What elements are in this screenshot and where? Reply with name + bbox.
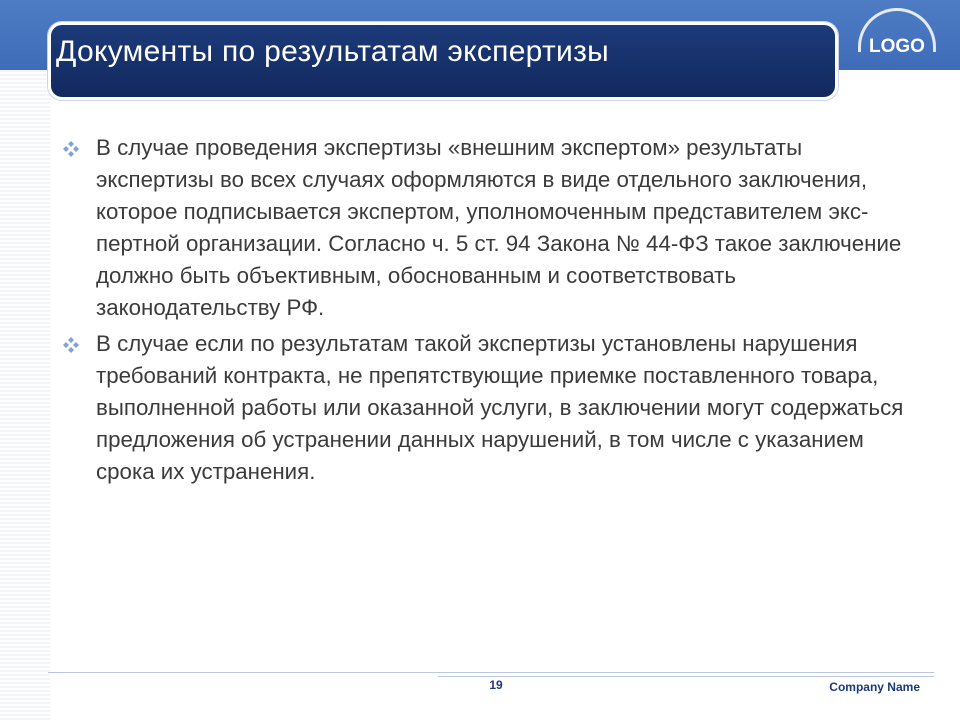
diamond-bullet-icon [62, 140, 80, 158]
footer-divider [48, 672, 934, 673]
diamond-bullet-icon [62, 336, 80, 354]
logo-text: LOGO [869, 36, 925, 57]
bullet-item [62, 132, 912, 324]
left-decor-strip [0, 70, 50, 720]
company-name: Company Name [829, 680, 920, 694]
slide-title: Документы по результатам экспертизы [56, 35, 610, 68]
footer-divider-secondary [438, 676, 934, 677]
page-number: 19 [489, 678, 503, 692]
slide-content [62, 132, 912, 492]
logo [856, 8, 938, 68]
bullet-text: В случае проведения экспертизы «внешним экспертом» результаты экспертизы во всех случаях оформляются в виде отдельного заключения, которое подписывается экспертом, уполномоченным представителем экс-пертной организации. Согласно ч. 5 ст. 94 Закона № 44-ФЗ такое заключение должно быть объективным, обоснованным и соответствовать законодательству РФ. [96, 135, 902, 320]
bullet-item [62, 328, 912, 488]
bullet-text: В случае если по результатам такой экспертизы установлены нарушения требований контракта, не препятствующие приемке поставленного товара, выполненной работы или оказанной услуги, в заключении могут содержаться предложения об устранении данных нарушений, в том числе с указанием срока их устранения. [96, 331, 904, 484]
